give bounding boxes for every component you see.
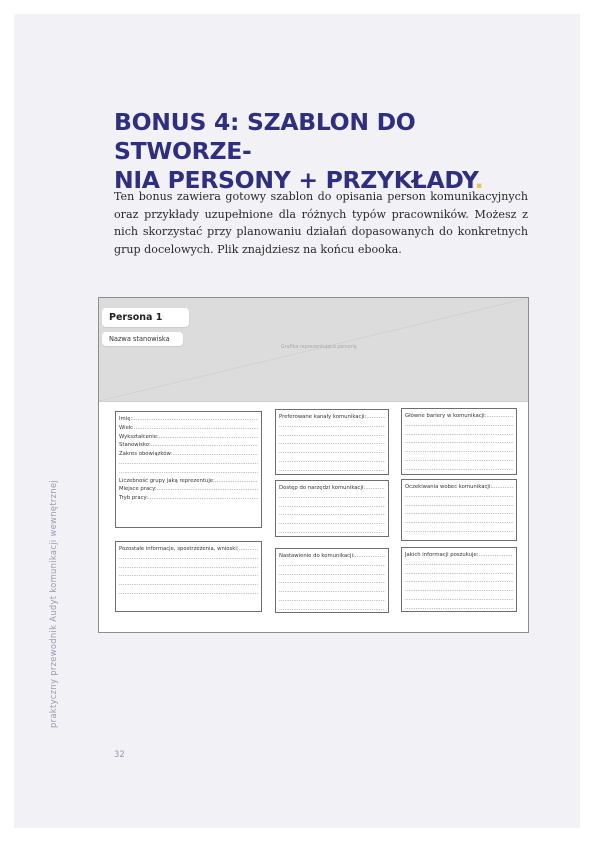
form-field-line <box>405 456 513 465</box>
form-field-line: Pozostałe informacje, spostrzeżenia, wnioski: ..... <box>119 545 258 554</box>
form-field-line <box>279 466 385 475</box>
form-field-line <box>405 560 513 569</box>
intro-paragraph: Ten bonus zawiera gotowy szablon do opisania person komunikacyjnych oraz przykłady uzupełnione dla różnych typów pracowników. Możesz z nich skorzystać przy planowaniu działań dopasowanych do konkretnych grup docelowych. Plik znajdziesz na końcu ebooka. <box>114 190 528 256</box>
form-field-line: Wiek: ..... <box>119 424 258 433</box>
persona-other-info-box <box>115 541 262 612</box>
form-field-line <box>405 501 513 510</box>
persona-basic-info-box <box>115 411 262 528</box>
form-field-line <box>279 502 385 511</box>
form-field-line: Oczekiwania wobec komunikacji: ..... <box>405 483 513 492</box>
title-line-2: NIA PERSONY + PRZYKŁADY <box>114 166 475 194</box>
form-field-line <box>405 595 513 604</box>
form-field-line <box>279 457 385 466</box>
form-field-line <box>405 577 513 586</box>
form-field-line <box>405 527 513 536</box>
form-field-line <box>119 554 258 563</box>
communication-barriers-box <box>401 408 517 475</box>
form-field-line: Wykształcenie: ..... <box>119 433 258 442</box>
form-field-line <box>119 580 258 589</box>
form-field-line <box>119 563 258 572</box>
form-field-line <box>119 459 258 468</box>
form-field-line <box>119 589 258 598</box>
form-field-line <box>405 465 513 474</box>
form-field-line <box>405 430 513 439</box>
title-accent-dot: . <box>474 166 484 194</box>
form-field-line <box>279 578 385 587</box>
form-field-line: Główne bariery w komunikacji: ..... <box>405 412 513 421</box>
form-field-line <box>405 492 513 501</box>
information-needs-box <box>401 547 517 612</box>
image-placeholder-label: Grafika reprezentująca personę <box>281 345 357 350</box>
persona-header-image-area <box>99 298 528 402</box>
form-field-line: Imię: ..... <box>119 415 258 424</box>
form-field-line <box>279 605 385 613</box>
form-field-line <box>119 571 258 580</box>
form-field-line <box>405 421 513 430</box>
communication-expectations-box <box>401 479 517 541</box>
page-number: 32 <box>114 749 125 759</box>
form-field-line <box>405 438 513 447</box>
form-field-line: Jakich informacji poszukuje: ..... <box>405 551 513 560</box>
form-field-line <box>279 561 385 570</box>
form-field-line: Preferowane kanały komunikacji: ..... <box>279 413 385 422</box>
form-field-line <box>279 493 385 502</box>
form-field-line <box>279 570 385 579</box>
form-field-line <box>279 587 385 596</box>
form-field-line <box>405 518 513 527</box>
form-field-line <box>279 596 385 605</box>
form-field-line <box>279 519 385 528</box>
communication-attitude-box <box>275 548 389 613</box>
preferred-channels-box <box>275 409 389 475</box>
form-field-line <box>279 422 385 431</box>
persona-position-label: Nazwa stanowiska <box>102 332 183 346</box>
form-field-line <box>405 569 513 578</box>
form-field-line <box>279 528 385 537</box>
tools-access-box <box>275 480 389 537</box>
form-field-line: Tryb pracy: ..... <box>119 494 258 503</box>
sidebar-guide-title: praktyczny przewodnik Audyt komunikacji wewnętrznej <box>48 480 58 728</box>
form-field-line <box>119 468 258 477</box>
form-field-line: Zakres obowiązków: ..... <box>119 450 258 459</box>
persona-template <box>98 297 529 633</box>
form-field-line <box>279 439 385 448</box>
form-field-line <box>279 431 385 440</box>
form-field-line <box>279 510 385 519</box>
form-field-line: Miejsce pracy: ..... <box>119 485 258 494</box>
form-field-line <box>405 447 513 456</box>
form-field-line <box>279 448 385 457</box>
page-title <box>114 108 544 195</box>
form-field-line <box>405 604 513 612</box>
form-field-line: Dostęp do narzędzi komunikacji: ..... <box>279 484 385 493</box>
persona-name: Persona 1 <box>102 308 189 327</box>
title-line-1: BONUS 4: SZABLON DO STWORZE- <box>114 108 416 165</box>
form-field-line <box>405 509 513 518</box>
form-field-line: Nastawienie do komunikacji: ..... <box>279 552 385 561</box>
form-field-line: Liczebność grupy jaką reprezentuje: ..... <box>119 477 258 486</box>
form-field-line: Stanowisko: ..... <box>119 441 258 450</box>
form-field-line <box>405 586 513 595</box>
